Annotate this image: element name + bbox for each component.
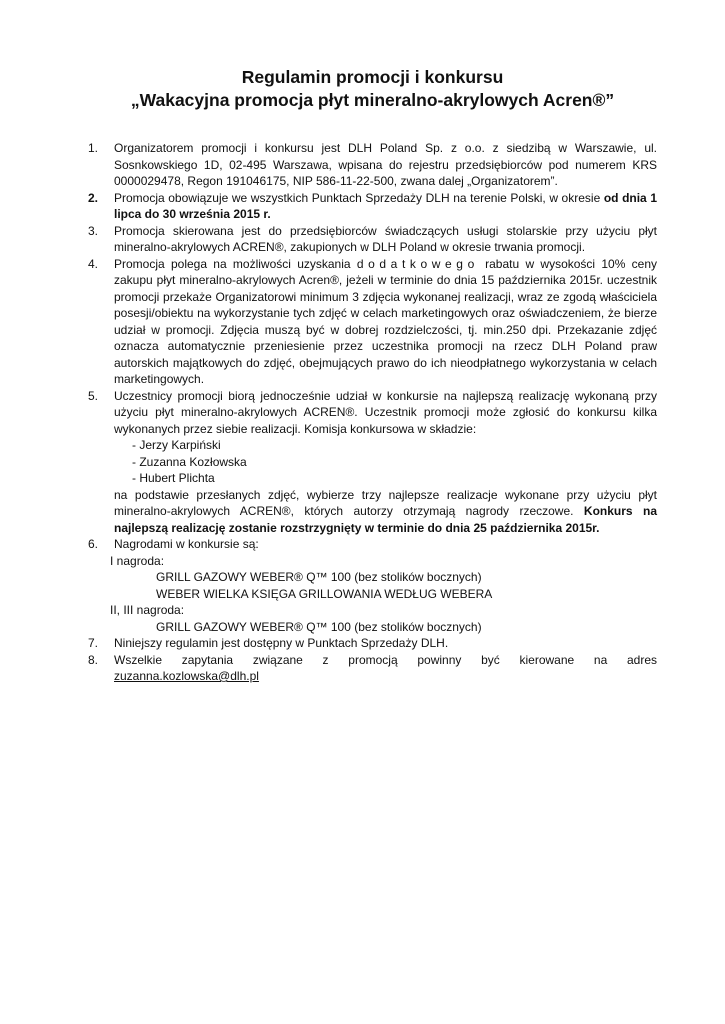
rule-number: 3. [88,223,99,238]
jury-member: - Zuzanna Kozłowska [132,454,247,469]
rule-text-a: Uczestnicy promocji biorą jednocześnie udział w konkursie na najlepszą realizację wykonaną przy użyciu płyt mineralno-akrylowych ACREN®. Uczestnik promocji może zgłosić do konkursu kilka wykonanych przez siebie realizacji. Komisja konkursowa w składzie: [114,388,657,436]
spaced-word: dodatkowego [356,256,479,271]
prize-2-3-label: II, III nagroda: [110,603,185,617]
title-line-1: Regulamin promocji i konkursu [241,67,504,87]
rule-text: Promocja obowiązuje we wszystkich Punktach Sprzedaży DLH na terenie Polski, w okresie [114,190,604,205]
rule-text: Promocja skierowana jest do przedsiębiorców świadczących usługi stolarskie przy użyciu płyt mineralno-akrylowych ACREN®, zakupionych w DLH Poland w okresie trwania promocji. [114,223,657,254]
rule-2 [88,190,657,223]
rule-text: Niniejszy regulamin jest dostępny w Punktach Sprzedaży DLH. [114,636,449,650]
rule-number: 2. [88,190,99,205]
rule-text: Organizatorem promocji i konkursu jest DLH Poland Sp. z o.o. z siedzibą w Warszawie, ul. Sosnkowskiego 1D, 02-495 Warszawa, wpisana do rejestru przedsiębiorców pod numerem KRS 0000029478, Regon 191046175, NIP 586-11-22-500, zwana dalej „Organizatorem”. [114,141,657,188]
rule-4 [88,256,657,388]
jury-member: - Hubert Plichta [132,471,215,485]
rule-7 [88,635,657,652]
rule-text-b: na podstawie przesłanych zdjęć, wybierze trzy najlepsze realizacje wykonane przy użyciu płyt mineralno-akrylowych ACREN®, których autorzy otrzymają nagrody rzeczowe. [114,487,657,518]
prize-1-label: I nagroda: [110,553,165,568]
rule-6 [88,536,657,635]
prize-item: GRILL GAZOWY WEBER® Q™ 100 (bez stolików bocznych) [156,619,482,634]
promotion-period: od dnia 1 lipca do 30 września 2015 r. [114,190,657,221]
document-title [88,66,657,112]
rule-number: 1. [88,141,99,155]
rule-3 [88,223,657,256]
rule-5 [88,388,657,537]
rule-text: Nagrodami w konkursie są: [114,537,259,551]
rule-number: 5. [88,388,99,403]
title-line-2: „Wakacyjna promocja płyt mineralno-akrylowych Acren®” [130,90,615,110]
rule-text: Wszelkie zapytania związane z promocją powinny być kierowane na adres [114,652,657,667]
rules-list [88,140,657,685]
contest-deadline: Konkurs na najlepszą realizację zostanie rozstrzygnięty w terminie do dnia 25 października 2015r. [114,504,657,535]
contact-email-link[interactable]: zuzanna.kozlowska@dlh.pl [114,669,259,683]
rule-number: 7. [88,636,99,650]
rule-number: 6. [88,537,99,551]
jury-member: - Jerzy Karpiński [132,438,221,452]
prize-item: GRILL GAZOWY WEBER® Q™ 100 (bez stolików bocznych) [156,570,482,584]
rule-8 [88,652,657,685]
rule-number: 8. [88,652,99,667]
rule-text-a: Promocja polega na możliwości uzyskania [114,256,357,271]
rule-number: 4. [88,256,99,271]
rule-text-b: rabatu w wysokości 10% ceny zakupu płyt mineralno-akrylowych Acren®, jeżeli w terminie do dnia 15 października 2015r. uczestnik promocji przekaże Organizatorowi minimum 3 zdjęcia wykonanej realizacji, wraz ze zgodą właściciela posesji/obiektu na wykorzystanie tych zdjęć w celach marketingowych oraz oświadczeniem, że bierze udział w promocji. Zdjęcia muszą być w dobrej rozdzielczości, tj. min.250 dpi. Przekazanie zdjęć oznacza automatycznie przeniesienie przez uczestnika promocji na rzecz DLH Poland praw autorskich majątkowych do zdjęć, obejmujących prawo do ich nieodpłatnego wykorzystania w celach marketingowych. [114,256,658,386]
rule-1 [88,140,657,190]
prize-item: WEBER WIELKA KSIĘGA GRILLOWANIA WEDŁUG WEBERA [156,586,493,601]
jury-list [114,437,657,487]
